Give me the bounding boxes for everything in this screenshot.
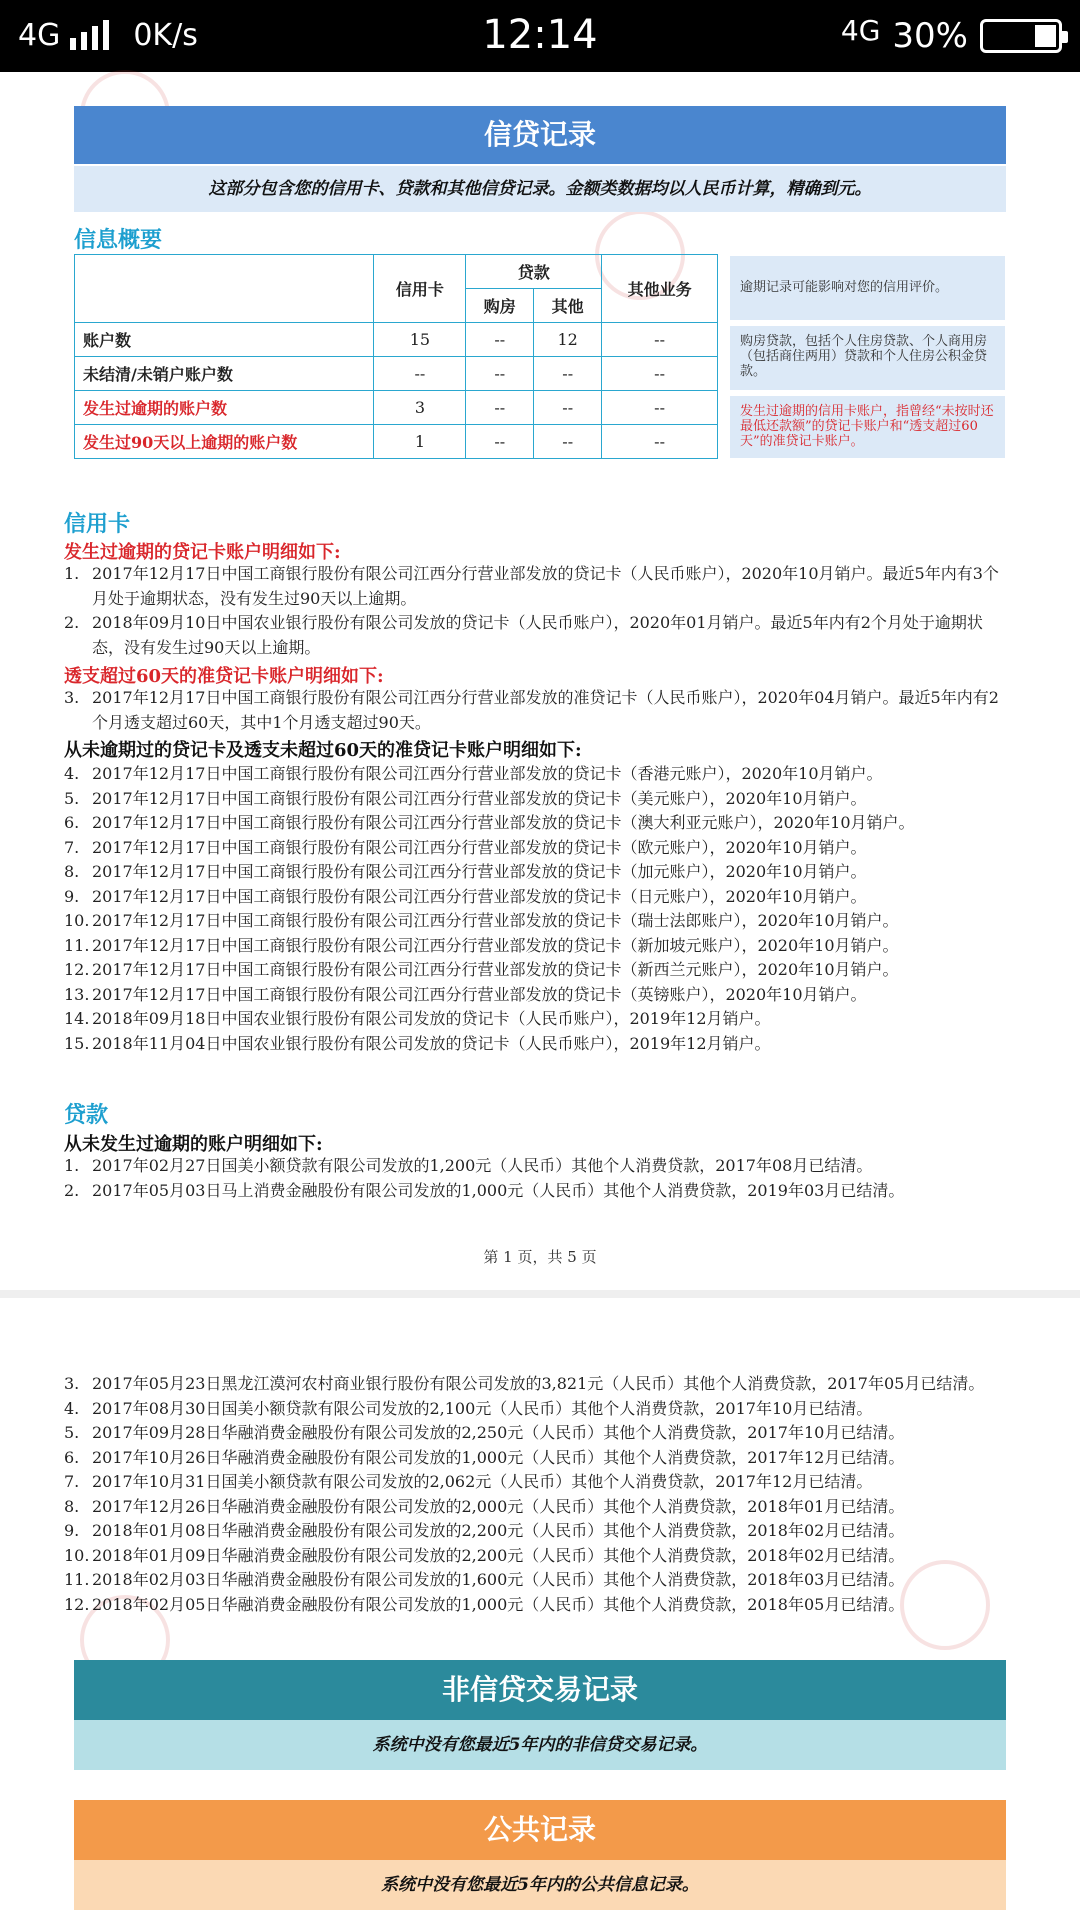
item-number: 1. (64, 564, 80, 583)
item-text: 2018年02月03日华融消费金融股份有限公司发放的1,600元（人民币）其他个人消费贷款，2018年03月已结清。 (92, 1570, 905, 1589)
cell-other: -- (534, 357, 602, 391)
list-item (64, 787, 1014, 812)
page-footer: 第 1 页，共 5 页 (483, 1248, 597, 1266)
item-text: 2017年12月17日中国工商银行股份有限公司江西分行营业部发放的贷记卡（香港元账户），2020年10月销户。 (92, 764, 883, 783)
summary-heading: 信息概要 (74, 228, 163, 253)
list-item (64, 611, 1014, 660)
list-item (64, 1593, 1014, 1618)
cell-other: 12 (534, 323, 602, 357)
cell-house: -- (466, 391, 534, 425)
table-row (75, 425, 718, 459)
list-item (64, 1154, 1014, 1179)
item-text: 2018年01月08日华融消费金融股份有限公司发放的2,200元（人民币）其他个人消费贷款，2018年02月已结清。 (92, 1521, 905, 1540)
list-item (64, 1032, 1014, 1057)
item-text: 2018年02月05日华融消费金融股份有限公司发放的1,000元（人民币）其他个人消费贷款，2018年05月已结清。 (92, 1594, 905, 1614)
item-text: 2017年05月23日黑龙江漠河农村商业银行股份有限公司发放的3,821元（人民币）其他个人消费贷款，2017年05月已结清。 (92, 1374, 985, 1393)
list-item (64, 1179, 1014, 1204)
item-number: 2. (64, 1180, 80, 1200)
item-number: 1. (64, 1156, 80, 1175)
item-number: 7. (64, 1472, 80, 1491)
item-text: 2017年12月17日中国工商银行股份有限公司江西分行营业部发放的贷记卡（新西兰元账户），2020年10月销户。 (92, 960, 899, 979)
credit-record-subtitle: 这部分包含您的信用卡、贷款和其他信贷记录。金额类数据均以人民币计算，精确到元。 (74, 166, 1006, 212)
item-number: 12. (64, 1594, 90, 1614)
row-label: 未结清/未销户账户数 (75, 357, 374, 391)
item-text: 2017年02月27日国美小额贷款有限公司发放的1,200元（人民币）其他个人消费贷款，2017年08月已结清。 (92, 1156, 873, 1175)
list-item (64, 983, 1014, 1008)
col-other-business: 其他业务 (602, 255, 718, 323)
list-item (64, 934, 1014, 959)
item-number: 10. (64, 911, 90, 930)
network-type: 4G (18, 18, 61, 53)
item-text: 2018年09月18日中国农业银行股份有限公司发放的贷记卡（人民币账户），2019年12月销户。 (92, 1009, 771, 1028)
cell-house: -- (466, 425, 534, 459)
status-bar (0, 0, 1080, 72)
list-item (64, 1544, 1014, 1569)
non-credit-title: 非信贷交易记录 (74, 1660, 1006, 1720)
item-text: 2018年11月04日中国农业银行股份有限公司发放的贷记卡（人民币账户），2019年12月销户。 (92, 1033, 771, 1053)
item-text: 2017年05月03日马上消费金融股份有限公司发放的1,000元（人民币）其他个人消费贷款，2019年03月已结清。 (92, 1180, 905, 1200)
network-speed: 0K/s (133, 18, 198, 53)
item-text: 2017年12月17日中国工商银行股份有限公司江西分行营业部发放的贷记卡（瑞士法郎账户），2020年10月销户。 (92, 911, 899, 930)
item-text: 2017年10月31日国美小额贷款有限公司发放的2,062元（人民币）其他个人消费贷款，2017年12月已结清。 (92, 1472, 873, 1491)
item-text: 2017年12月17日中国工商银行股份有限公司江西分行营业部发放的贷记卡（英镑账户），2020年10月销户。 (92, 984, 867, 1004)
table-row (75, 357, 718, 391)
note-overdue-impact: 逾期记录可能影响对您的信用评价。 (730, 256, 1005, 320)
list-item (64, 562, 1014, 611)
item-text: 2017年12月17日中国工商银行股份有限公司江西分行营业部发放的贷记卡（人民币账户），2020年10月销户。最近5年内有3个月处于逾期状态，没有发生过90天以上逾期。 (92, 564, 999, 608)
overdue-card-list (64, 562, 1014, 660)
note-overdue-definition: 发生过逾期的信用卡账户，指曾经“未按时还最低还款额”的贷记卡账户和“透支超过60天”的准贷记卡账户。 (730, 396, 1005, 458)
normal-card-list (64, 762, 1014, 1056)
table-row (75, 391, 718, 425)
note-house-loan: 购房贷款，包括个人住房贷款、个人商用房（包括商住两用）贷款和个人住房公积金贷款。 (730, 326, 1005, 390)
item-number: 10. (64, 1545, 90, 1565)
table-row (75, 323, 718, 357)
list-item (64, 958, 1014, 983)
item-number: 11. (64, 1570, 90, 1589)
overdue-card-heading: 发生过逾期的贷记卡账户明细如下: (64, 542, 341, 563)
item-number: 4. (64, 1398, 80, 1418)
summary-corner-cell (75, 255, 374, 323)
col-other: 其他 (534, 289, 602, 323)
loans-heading: 贷款 (64, 1103, 109, 1128)
item-text: 2017年08月30日国美小额贷款有限公司发放的2,100元（人民币）其他个人消费贷款，2017年10月已结清。 (92, 1398, 873, 1418)
item-number: 3. (64, 1374, 80, 1393)
cell-credit-card: 3 (374, 391, 466, 425)
item-number: 12. (64, 960, 90, 979)
item-text: 2017年12月17日中国工商银行股份有限公司江西分行营业部发放的贷记卡（美元账户），2020年10月销户。 (92, 788, 867, 808)
item-number: 5. (64, 788, 80, 808)
item-number: 11. (64, 935, 90, 955)
credit-card-heading: 信用卡 (64, 512, 131, 537)
item-text: 2017年09月28日华融消费金融股份有限公司发放的2,250元（人民币）其他个人消费贷款，2017年10月已结清。 (92, 1423, 905, 1442)
item-text: 2017年12月17日中国工商银行股份有限公司江西分行营业部发放的贷记卡（日元账户），2020年10月销户。 (92, 886, 867, 906)
item-number: 8. (64, 1496, 80, 1516)
page-divider (0, 1290, 1080, 1298)
list-item (64, 762, 1014, 787)
list-item (64, 1372, 1014, 1397)
item-number: 6. (64, 1447, 80, 1467)
row-label: 发生过90天以上逾期的账户数 (75, 425, 374, 459)
normal-card-heading: 从未逾期过的贷记卡及透支未超过60天的准贷记卡账户明细如下: (64, 740, 582, 761)
public-record-subtitle: 系统中没有您最近5年内的公共信息记录。 (74, 1860, 1006, 1910)
list-item (64, 811, 1014, 836)
item-number: 4. (64, 764, 80, 783)
item-text: 2017年12月17日中国工商银行股份有限公司江西分行营业部发放的准贷记卡（人民币账户），2020年04月销户。最近5年内有2个月透支超过60天，其中1个月透支超过90天。 (92, 688, 999, 732)
semi-card-heading: 透支超过60天的准贷记卡账户明细如下: (64, 666, 384, 687)
item-number: 9. (64, 1521, 80, 1540)
status-right (840, 13, 1062, 56)
cell-credit-card: 1 (374, 425, 466, 459)
cell-other-business: -- (602, 425, 718, 459)
cell-other-business: -- (602, 391, 718, 425)
item-number: 5. (64, 1423, 80, 1442)
list-item (64, 836, 1014, 861)
item-text: 2017年12月17日中国工商银行股份有限公司江西分行营业部发放的贷记卡（新加坡元账户），2020年10月销户。 (92, 935, 899, 955)
battery-icon (980, 19, 1062, 53)
list-item (64, 1568, 1014, 1593)
list-item (64, 1519, 1014, 1544)
non-credit-subtitle: 系统中没有您最近5年内的非信贷交易记录。 (74, 1720, 1006, 1770)
item-number: 6. (64, 813, 80, 832)
list-item (64, 1421, 1014, 1446)
col-house: 购房 (466, 289, 534, 323)
item-text: 2017年12月26日华融消费金融股份有限公司发放的2,000元（人民币）其他个人消费贷款，2018年01月已结清。 (92, 1496, 905, 1516)
col-loan: 贷款 (466, 255, 602, 289)
cell-house: -- (466, 357, 534, 391)
loan-list-page1 (64, 1154, 1014, 1203)
credit-record-title: 信贷记录 (74, 106, 1006, 164)
list-item (64, 1495, 1014, 1520)
item-text: 2018年09月10日中国农业银行股份有限公司发放的贷记卡（人民币账户），2020年01月销户。最近5年内有2个月处于逾期状态，没有发生过90天以上逾期。 (92, 613, 983, 657)
battery-percent: 30% (892, 16, 968, 56)
item-text: 2017年12月17日中国工商银行股份有限公司江西分行营业部发放的贷记卡（澳大利亚元账户），2020年10月销户。 (92, 813, 915, 832)
item-number: 9. (64, 886, 80, 906)
cell-other-business: -- (602, 357, 718, 391)
loans-normal-heading: 从未发生过逾期的账户明细如下: (64, 1134, 323, 1155)
network-type-right: 4G (840, 13, 881, 47)
cell-other: -- (534, 425, 602, 459)
list-item (64, 1446, 1014, 1471)
item-text: 2017年12月17日中国工商银行股份有限公司江西分行营业部发放的贷记卡（加元账户），2020年10月销户。 (92, 862, 867, 881)
list-item (64, 1397, 1014, 1422)
col-credit-card: 信用卡 (374, 255, 466, 323)
cell-credit-card: 15 (374, 323, 466, 357)
list-item (64, 1007, 1014, 1032)
cell-other-business: -- (602, 323, 718, 357)
semi-card-list (64, 686, 1014, 735)
item-text: 2017年10月26日华融消费金融股份有限公司发放的1,000元（人民币）其他个人消费贷款，2017年12月已结清。 (92, 1447, 905, 1467)
clock: 12:14 (482, 12, 598, 58)
summary-table (74, 254, 718, 459)
loan-list-page2 (64, 1372, 1014, 1617)
item-number: 14. (64, 1009, 90, 1028)
item-number: 2. (64, 613, 80, 632)
list-item (64, 885, 1014, 910)
list-item (64, 909, 1014, 934)
item-number: 8. (64, 862, 80, 881)
cell-other: -- (534, 391, 602, 425)
public-record-title: 公共记录 (74, 1800, 1006, 1860)
item-number: 3. (64, 688, 80, 707)
row-label: 发生过逾期的账户数 (75, 391, 374, 425)
list-item (64, 686, 1014, 735)
battery-level (1035, 25, 1056, 47)
item-number: 15. (64, 1033, 90, 1053)
item-text: 2017年12月17日中国工商银行股份有限公司江西分行营业部发放的贷记卡（欧元账户），2020年10月销户。 (92, 837, 867, 857)
row-label: 账户数 (75, 323, 374, 357)
item-number: 7. (64, 837, 80, 857)
item-text: 2018年01月09日华融消费金融股份有限公司发放的2,200元（人民币）其他个人消费贷款，2018年02月已结清。 (92, 1545, 905, 1565)
list-item (64, 1470, 1014, 1495)
cell-credit-card: -- (374, 357, 466, 391)
battery-cap (1062, 31, 1068, 43)
cell-house: -- (466, 323, 534, 357)
list-item (64, 860, 1014, 885)
item-number: 13. (64, 984, 90, 1004)
